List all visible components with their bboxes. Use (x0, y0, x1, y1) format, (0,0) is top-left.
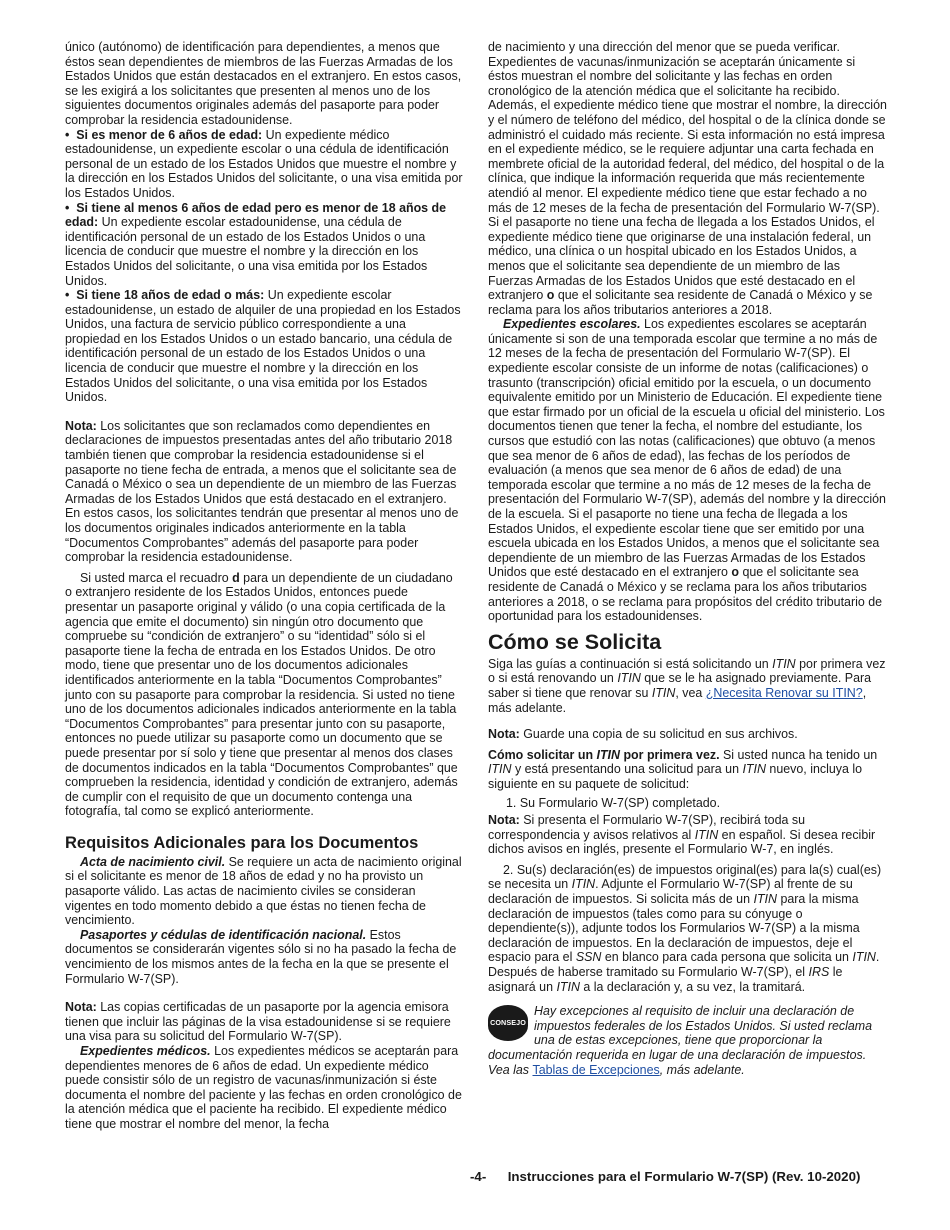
tip-box (488, 1004, 888, 1077)
note-paragraph: Nota: Guarde una copia de su solicitud en sus archivos. (488, 727, 798, 742)
left-column (65, 40, 463, 1132)
paragraph-medicos: Expedientes médicos. Los expedientes médicos se aceptarán para dependientes menores de 6 años de edad. Un expediente médico puede consistir sólo de un registro de vacunas/inmunización si éste documenta el nombre del paciente y las fechas en orden cronológico de la atención médica que el paciente ha recibido. El expediente médico tiene que mostrar el nombre del menor, la fecha (65, 1044, 462, 1131)
bullet-icon: • (65, 127, 77, 142)
paragraph: único (autónomo) de identificación para dependientes, a menos que éstos sean dependientes de miembros de las Fuerzas Armadas de los Estados Unidos que están destacados en el extranjero. En estos casos, se les exigirá a los solicitantes que presenten al menos uno de los siguientes documentos originales además del pasaporte para poder comprobar la residencia estadounidense. (65, 40, 462, 127)
exceptions-tables-link[interactable]: Tablas de Excepciones (532, 1062, 660, 1077)
section-heading-como-se-solicita: Cómo se Solicita (488, 629, 662, 654)
paragraph-escolares: Expedientes escolares. Los expedientes escolares se aceptarán únicamente si son de una temporada escolar que termine a no más de 12 meses de la fecha de presentación del Formulario W-7(SP). El expediente escolar consiste de un informe de notas (calificaciones) o trasunto (transcripción) oficial emitido por la escuela, o un documento equivalente emitido por un Ministerio de Educación. El expediente tiene que estar firmado por un oficial de la escuela u oficial del ministerio. Los documentos tienen que tener la fecha, el nombre del estudiante, los cursos que estudió con las notas (calificaciones) que obtuvo (a menos que sea menor de 6 años de edad), las fechas de los períodos de evaluación (a menos que sea menor de 6 años de edad) de una temporada escolar que termine a no más de 12 meses de la fecha de presentación del Formulario W-7(SP), además del nombre y la dirección de la escuela. Si el pasaporte no tiene una fecha de llegada a los Estados Unidos, el expediente escolar tiene que ser emitido por una escuela ubicada en los Estados Unidos, a menos que el solicitante sea dependiente de un miembro de las Fuerzas Armadas de los Estados Unidos que esté destacado en el extranjero o que el solicitante sea residente de Canadá o México y se reclama para los años tributarios anteriores a 2018, o se reclama para propósitos del crédito tributario de oportunidad para los estadounidenses. (488, 317, 886, 624)
paragraph: de nacimiento y una dirección del menor que se pueda verificar. Expedientes de vacunas/inmunización se aceptarán únicamente si éstos muestran el nombre del solicitante y las fechas en orden cronológico de la atención médica que el solicitante ha recibido. Además, el expediente médico tiene que mostrar el nombre, la dirección y el número de teléfono del médico, del hospital o de la clínica donde se administró el cuidado más reciente. Si esta información no está impresa en el expediente médico, se le requiere adjuntar una carta fechada en membrete oficial de la autoridad federal, del médico, del hospital o de la clínica, que indique la información requerida que más recientemente atendió al menor. El expediente médico tiene que estar fechado a no más de 12 meses de la fecha de presentación del Formulario W-7(SP). Si el pasaporte no tiene una fecha de llegada a los Estados Unidos, el expediente médico tiene que originarse de una instalación federal, un médico, una clínica o un hospital ubicado en los Estados Unidos, a menos que el solicitante sea dependiente de un miembro de las Fuerzas Armadas de los Estados Unidos que esté destacado en el extranjero o que el solicitante sea residente de Canadá o México y se reclama para los años tributarios anteriores a 2018. (488, 40, 887, 317)
list-item: 2. Su(s) declaración(es) de impuestos original(es) para la(s) cual(es) se necesita un ITIN. Adjunte el Formulario W-7(SP) al frente de su declaración de impuestos. Si solicita más de un ITIN para la misma declaración de impuestos (tales como para su cónyuge o dependiente(s)), adjunte todos los Formularios W-7(SP) a la misma declaración de impuestos. En la declaración de impuestos, deje el espacio para el SSN en blanco para cada persona que solicita un ITIN. Después de haberse tramitado su Formulario W-7(SP), el IRS le asignará un ITIN a la declaración y, a su vez, la tramitará. (488, 862, 882, 994)
paragraph-pasaportes: Pasaportes y cédulas de identificación nacional. Estos documentos se considerarán vigentes sólo si no ha pasado la fecha de vencimiento de los mismos antes de la fecha en la que se presente el Formulario W-7(SP). (65, 927, 457, 986)
note-paragraph: Nota: Si presenta el Formulario W-7(SP), recibirá toda su correspondencia y avisos relativos al ITIN en español. Si desea recibir dichos avisos en inglés, presente el Formulario W-7, en inglés. (488, 813, 876, 857)
page-footer (470, 1169, 890, 1184)
paragraph: Siga las guías a continuación si está solicitando un ITIN por primera vez o si está renovando un ITIN que se le ha asignado previamente. Para saber si tiene que renovar su ITIN, vea ¿Necesita Renovar su ITIN?, más adelante. (488, 656, 886, 715)
bullet-18-plus: • Si tiene 18 años de edad o más: Un expediente escolar estadounidense, un estado de alquiler de una propiedad en los Estados Unidos, una factura de servicio público correspondiente a una propiedad en los Estados Unidos o un estado bancario, una cédula de identificación personal de un estado de los Estados Unidos o una licencia de conducir que muestre el nombre y la dirección en los Estados Unidos del solicitante, o una visa emitida por los Estados Unidos. (65, 288, 461, 405)
bullet-under-6: • Si es menor de 6 años de edad: Un expediente médico estadounidense, un expediente escolar o una cédula de identificación personal de un estado de los Estados Unidos que muestre el nombre y la dirección en los Estados Unidos del solicitante, o una visa emitida por los Estados Unidos. (65, 127, 463, 200)
bullet-icon: • (65, 200, 77, 215)
section-heading: Requisitos Adicionales para los Documentos (65, 833, 419, 852)
right-column (488, 40, 888, 1077)
page-number: -4- (470, 1169, 487, 1184)
bullet-6-to-18: • Si tiene al menos 6 años de edad pero es menor de 18 años de edad: Un expediente escolar estadounidense, una cédula de identificación personal de un estado de los Estados Unidos o una licencia de conducir que muestre el nombre y la dirección en los Estados Unidos del solicitante, o una visa emitida por los Estados Unidos. (65, 200, 447, 288)
note-paragraph: Nota: Las copias certificadas de un pasaporte por la agencia emisora tienen que incluir las páginas de la visa estadounidense si se requiere una visa para su solicitud del Formulario W-7(SP). (65, 1000, 451, 1044)
note-paragraph: Nota: Los solicitantes que son reclamados como dependientes en declaraciones de impuestos presentadas antes del año tributario 2018 también tienen que comprobar la residencia estadounidense si el pasaporte no tiene fecha de entrada, a menos que el solicitante sea de Canadá o México o sea un dependiente de un miembro de las Fuerzas Armadas de los Estados Unidos que está destacado en el extranjero. En estos casos, los solicitantes tendrán que presentar al menos uno de los documentos originales indicados anteriormente en la tabla “Documentos Comprobantes” además del pasaporte para poder comprobar la residencia estadounidense. (65, 418, 459, 565)
tip-text: Hay excepciones al requisito de incluir una declaración de impuestos federales de los Estados Unidos. Si usted reclama una de estas excepciones, tiene que proporcionar la documentación requerida en lugar de una declaración de impuestos. Vea las Tablas de Excepciones, más adelante. (488, 1004, 873, 1077)
renew-itin-link[interactable]: ¿Necesita Renovar su ITIN? (705, 685, 863, 700)
footer-title: Instrucciones para el Formulario W-7(SP) (Rev. 10-2020) (507, 1169, 861, 1184)
bullet-icon: • (65, 288, 77, 303)
paragraph: Si usted marca el recuadro d para un dependiente de un ciudadano o extranjero residente de los Estados Unidos, entonces puede presentar un pasaporte original y válido (o una copia certificada de la agencia que emite el documento) sin ningún otro documento que compruebe su “condición de extranjero” o su “identidad” sólo si el pasaporte tiene la fecha de entrada en los Estados Unidos. De otro modo, tiene que presentar uno de los documentos adicionales identificados anteriormente en la tabla “Documentos Comprobantes” junto con su pasaporte para comprobar la residencia. Si usted no tiene uno de los documentos adicionales indicados anteriormente en la tabla “Documentos Comprobantes” para presentar junto con su pasaporte, entonces no puede utilizar su pasaporte como un documento que se puede presentar por sí solo y tiene que presentar al menos dos clases de documentos indicados en la tabla “Documentos Comprobantes” que comprueben la residencia, identidad y condición de extranjero, además de cumplir con el requisito de que un documento contenga una fotografía, tal como se explicó anteriormente. (65, 570, 458, 819)
consejo-icon: CONSEJO (488, 1005, 528, 1041)
list-item: 1. Su Formulario W-7(SP) completado. (506, 795, 721, 810)
paragraph-acta: Acta de nacimiento civil. Se requiere un acta de nacimiento original si el solicitante es menor de 18 años de edad y no ha provisto un pasaporte válido. Las actas de nacimiento civiles se consideran vigentes en todo momento debido a que éstas no tienen fecha de vencimiento. (65, 854, 462, 928)
paragraph: Cómo solicitar un ITIN por primera vez. Si usted nunca ha tenido un ITIN y está presentando una solicitud para un ITIN nuevo, incluya lo siguiente en su paquete de solicitud: (488, 747, 878, 791)
